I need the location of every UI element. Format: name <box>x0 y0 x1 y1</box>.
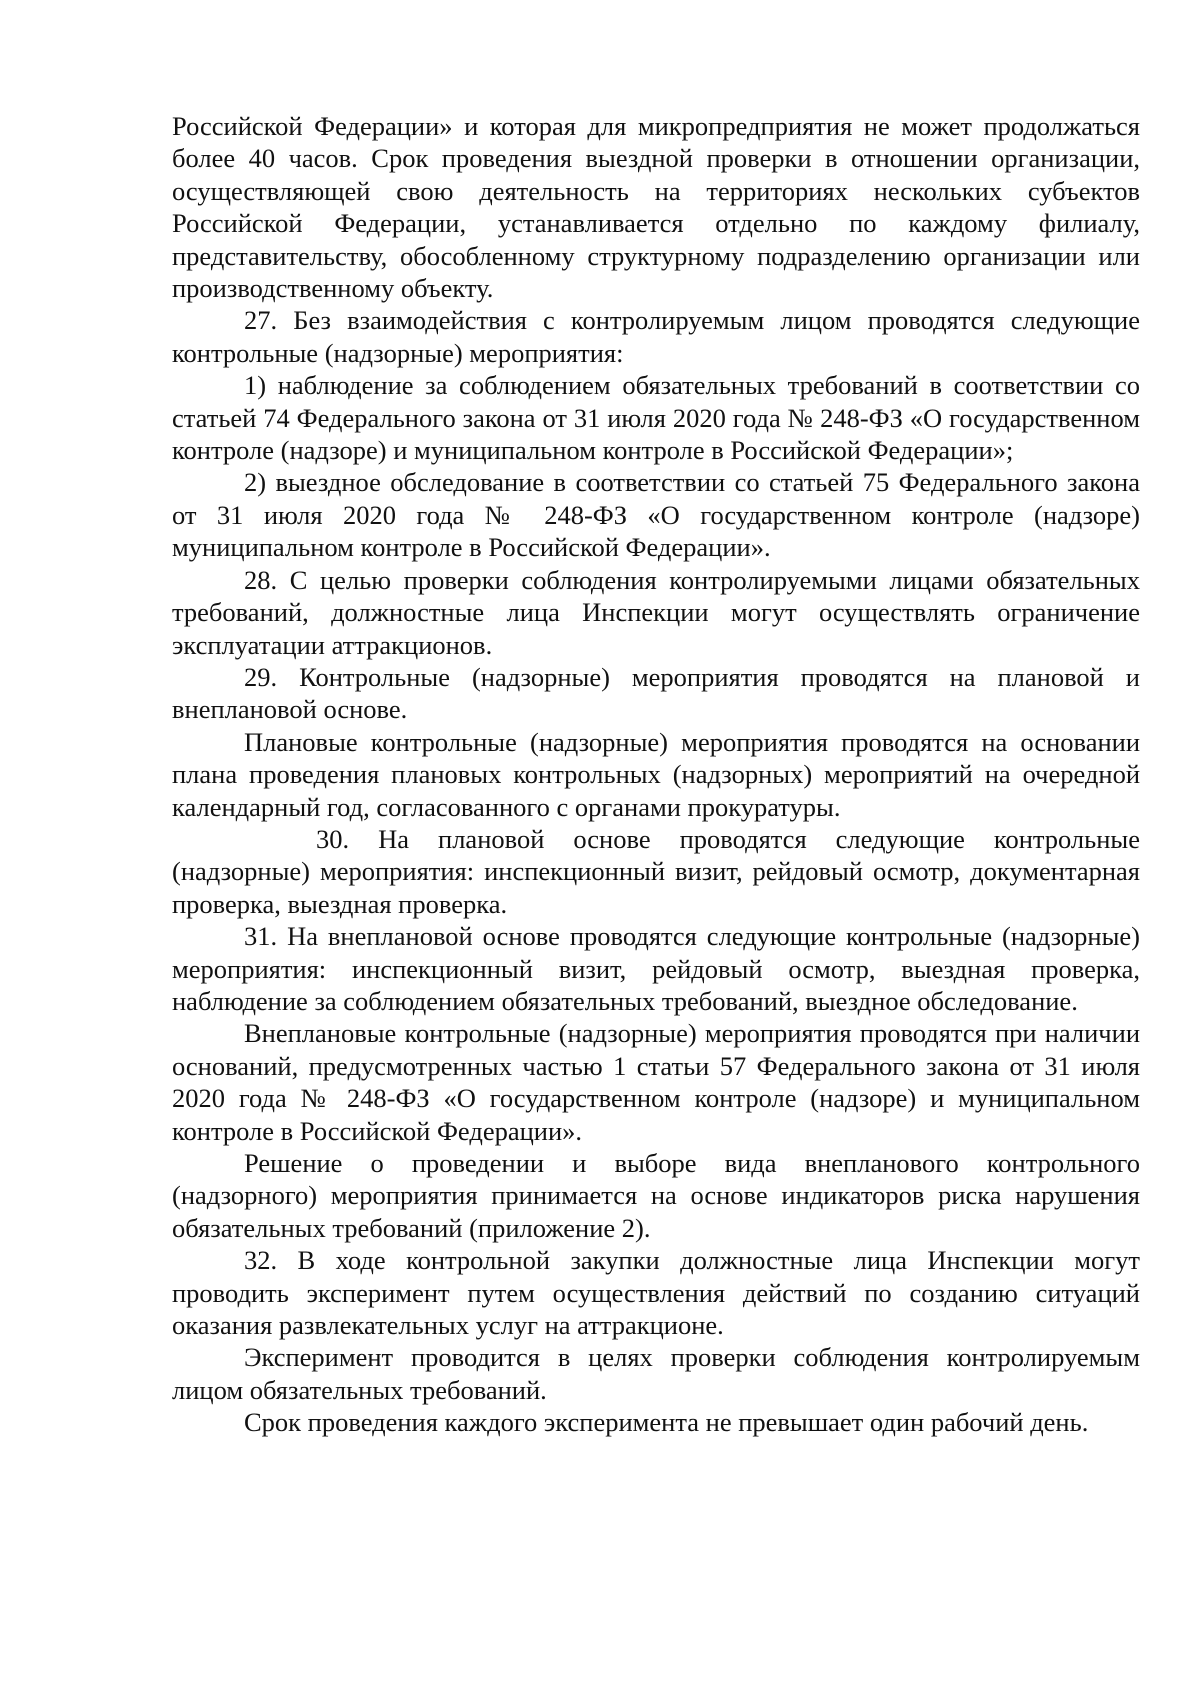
paragraph-item-30: 30. На плановой основе проводятся следующие контрольные (надзорные) мероприятия: инспекционный визит, рейдовый осмотр, документарная проверка, выездная проверка. <box>172 823 1140 919</box>
paragraph-experiment-duration: Срок проведения каждого эксперимента не превышает один рабочий день. <box>244 1407 1089 1438</box>
paragraph-unplanned-grounds: Внеплановые контрольные (надзорные) мероприятия проводятся при наличии оснований, предусмотренных частью 1 статьи 57 Федерального закона от 31 июля 2020 года № 248-ФЗ «О государственном контроле (надзоре) и муниципальном контроле в Российской Федерации». <box>172 1018 1140 1146</box>
paragraph-subitem-2: 2) выездное обследование в соответствии со статьей 75 Федерального закона от 31 июля 2020 года № 248-ФЗ «О государственном контроле (надзоре) муниципальном контроле в Российской Федерации». <box>172 467 1140 563</box>
paragraph-subitem-1: 1) наблюдение за соблюдением обязательных требований в соответствии со статьей 74 Федерального закона от 31 июля 2020 года № 248-ФЗ «О государственном контроле (надзоре) и муниципальном контроле в Российской Федерации»; <box>172 370 1140 466</box>
paragraph-decision: Решение о проведении и выборе вида внепланового контрольного (надзорного) мероприятия принимается на основе индикаторов риска нарушения обязательных требований (приложение 2). <box>172 1148 1140 1243</box>
paragraph-continuation: Российской Федерации» и которая для микропредприятия не может продолжаться более 40 часов. Срок проведения выездной проверки в отношении организации, осуществляющей свою деятельность на территориях нескольких субъектов Российской Федерации, устанавливается отдельно по каждому филиалу, представительству, обособленному структурному подразделению организации или производственному объекту. <box>172 111 1140 304</box>
paragraph-item-28: 28. С целью проверки соблюдения контролируемыми лицами обязательных требований, должностные лица Инспекции могут осуществлять ограничение эксплуатации аттракционов. <box>172 564 1140 660</box>
paragraph-item-29: 29. Контрольные (надзорные) мероприятия проводятся на плановой и внеплановой основе. <box>172 661 1140 725</box>
paragraph-item-32: 32. В ходе контрольной закупки должностные лица Инспекции могут проводить эксперимент путем осуществления действий по созданию ситуаций оказания развлекательных услуг на аттракционе. <box>172 1245 1140 1341</box>
paragraph-planned-measures: Плановые контрольные (надзорные) мероприятия проводятся на основании плана проведения плановых контрольных (надзорных) мероприятий на очередной календарный год, согласованного с органами прокуратуры. <box>172 726 1140 822</box>
paragraph-experiment-purpose: Эксперимент проводится в целях проверки соблюдения контролируемым лицом обязательных требований. <box>172 1342 1140 1405</box>
paragraph-item-27: 27. Без взаимодействия с контролируемым лицом проводятся следующие контрольные (надзорные) мероприятия: <box>172 305 1140 368</box>
document-body <box>172 110 1140 1439</box>
paragraph-item-31: 31. На внеплановой основе проводятся следующие контрольные (надзорные) мероприятия: инспекционный визит, рейдовый осмотр, выездная проверка, наблюдение за соблюдением обязательных требований, выездное обследование. <box>172 921 1140 1016</box>
